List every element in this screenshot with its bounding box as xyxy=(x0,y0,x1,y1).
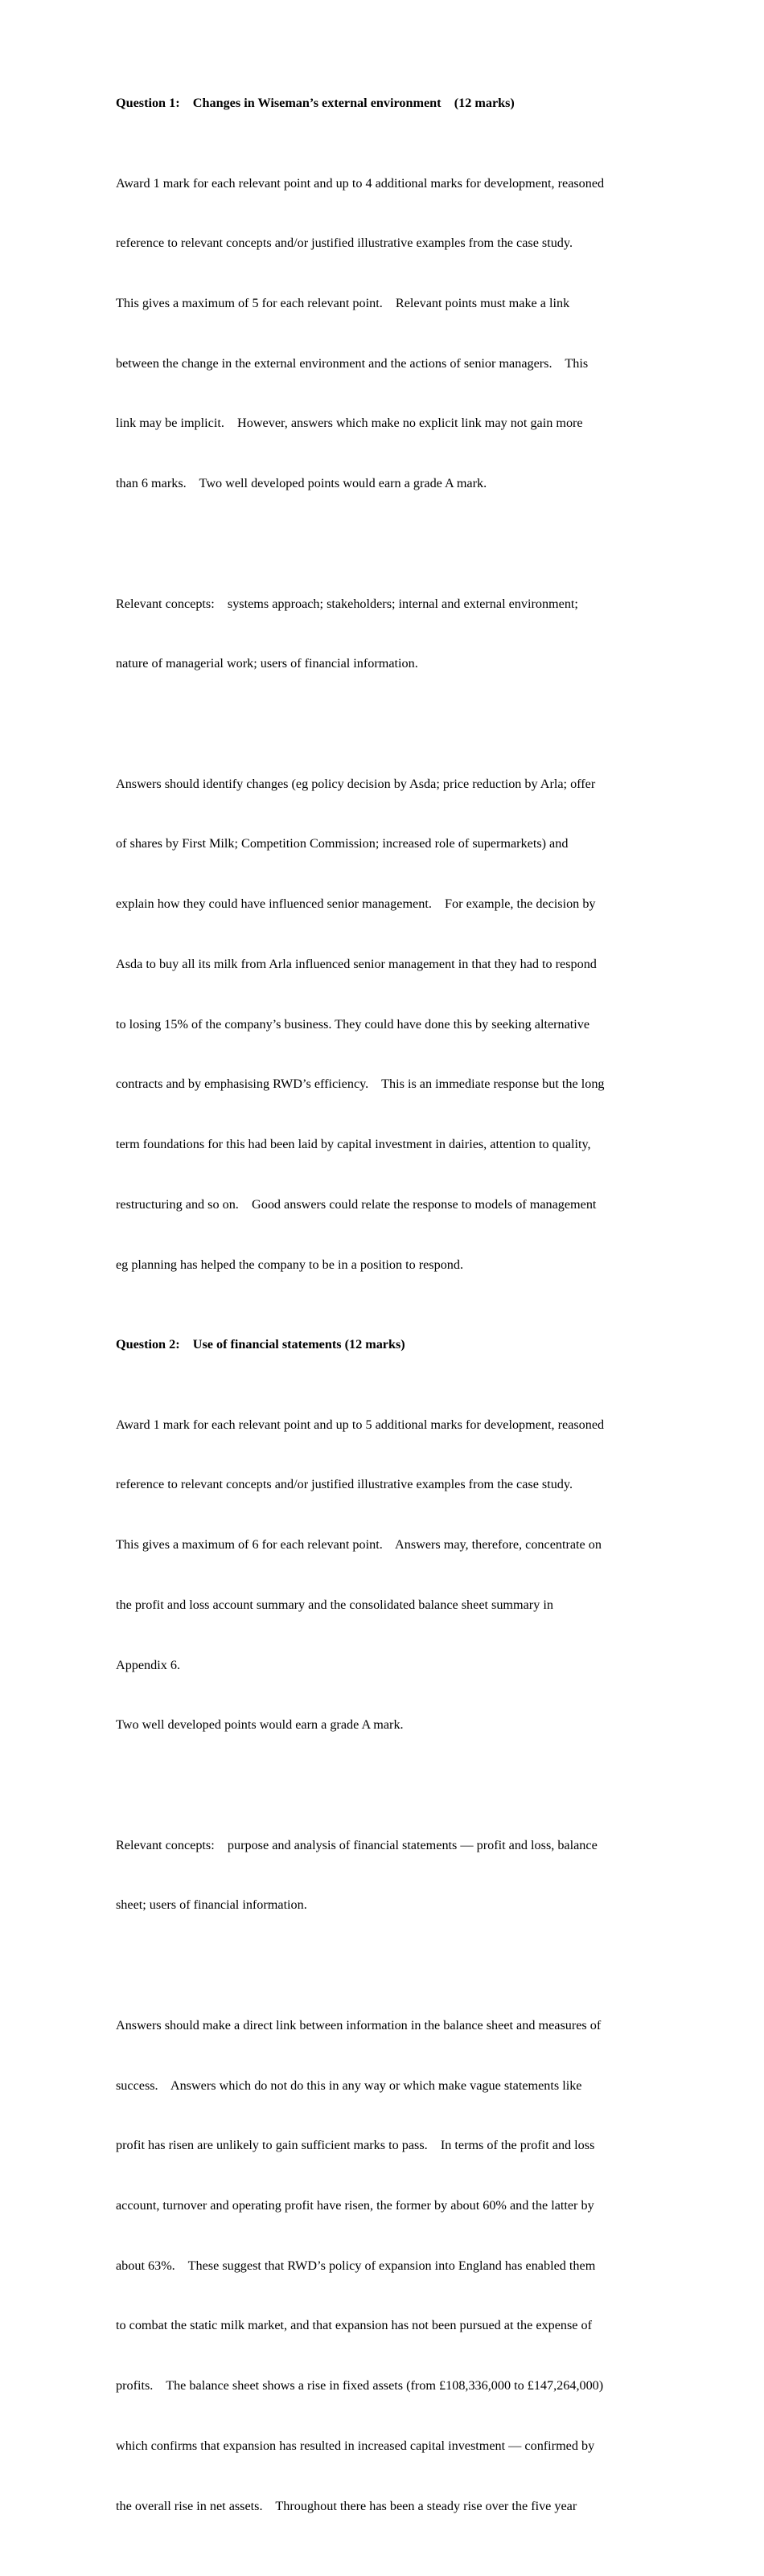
question-1-marking-guidance xyxy=(116,133,656,534)
text-line: Answers should identify changes (eg policy decision by Asda; price reduction by Arla; offer xyxy=(116,776,596,791)
text-line: contracts and by emphasising RWD’s efficiency. This is an immediate response but the long xyxy=(116,1077,605,1092)
question-2-heading: Question 2: Use of financial statements (12 marks) xyxy=(116,1337,405,1352)
text-line: Answers should make a direct link between information in the balance sheet and measures of xyxy=(116,2017,602,2032)
text-line: Asda to buy all its milk from Arla influenced senior management in that they had to respond xyxy=(116,956,597,971)
question-2-marking-guidance xyxy=(116,1375,656,1775)
text-line: success. Answers which do not do this in any way or which make vague statements like xyxy=(116,2078,582,2093)
text-line: Relevant concepts: systems approach; stakeholders; internal and external environment; xyxy=(116,596,578,611)
text-line: nature of managerial work; users of financial information. xyxy=(116,656,418,671)
text-line: Appendix 6. xyxy=(116,1657,181,1672)
text-line: Relevant concepts: purpose and analysis of financial statements — profit and loss, balance xyxy=(116,1837,598,1852)
question-2-relevant-concepts xyxy=(116,1795,656,1955)
text-line: term foundations for this had been laid by capital investment in dairies, attention to quality, xyxy=(116,1137,591,1152)
text-line: This gives a maximum of 5 for each relevant point. Relevant points must make a link xyxy=(116,296,570,311)
text-line: eg planning has helped the company to be in a position to respond. xyxy=(116,1257,464,1272)
text-line: to combat the static milk market, and that expansion has not been pursued at the expense of xyxy=(116,2318,593,2333)
text-line: than 6 marks. Two well developed points would earn a grade A mark. xyxy=(116,476,487,491)
text-line: explain how they could have influenced senior management. For example, the decision by xyxy=(116,896,596,912)
question-2-answer-guidance xyxy=(116,1975,656,2556)
text-line: link may be implicit. However, answers which make no explicit link may not gain more xyxy=(116,416,583,431)
text-line: the profit and loss account summary and the consolidated balance sheet summary in xyxy=(116,1597,553,1612)
text-line: reference to relevant concepts and/or justified illustrative examples from the case study. xyxy=(116,236,573,251)
text-line: about 63%. These suggest that RWD’s policy of expansion into England has enabled them xyxy=(116,2258,596,2273)
question-1-heading: Question 1: Changes in Wiseman’s external environment (12 marks) xyxy=(116,96,515,110)
text-line: to losing 15% of the company’s business. They could have done this by seeking alternative xyxy=(116,1016,590,1032)
text-line: profit has risen are unlikely to gain sufficient marks to pass. In terms of the profit and loss xyxy=(116,2138,595,2153)
text-line: Two well developed points would earn a grade A mark. xyxy=(116,1717,404,1733)
question-1-relevant-concepts xyxy=(116,554,656,714)
text-line: restructuring and so on. Good answers could relate the response to models of management xyxy=(116,1196,597,1212)
text-line: between the change in the external environment and the actions of senior managers. This xyxy=(116,355,589,371)
text-line: of shares by First Milk; Competition Commission; increased role of supermarkets) and xyxy=(116,836,569,851)
text-line: This gives a maximum of 6 for each relevant point. Answers may, therefore, concentrate on xyxy=(116,1537,602,1553)
question-1-answer-guidance xyxy=(116,734,656,1315)
text-line: Award 1 mark for each relevant point and up to 5 additional marks for development, reasoned xyxy=(116,1417,605,1432)
text-line: the overall rise in net assets. Throughout there has been a steady rise over the five year xyxy=(116,2498,577,2513)
text-line: Award 1 mark for each relevant point and up to 4 additional marks for development, reasoned xyxy=(116,175,605,191)
text-line: which confirms that expansion has resulted in increased capital investment — confirmed by xyxy=(116,2438,595,2453)
text-line: profits. The balance sheet shows a rise in fixed assets (from £108,336,000 to £147,264,000) xyxy=(116,2378,604,2393)
text-line: sheet; users of financial information. xyxy=(116,1897,307,1913)
text-line: reference to relevant concepts and/or justified illustrative examples from the case study. xyxy=(116,1477,573,1492)
text-line: account, turnover and operating profit have risen, the former by about 60% and the latter by xyxy=(116,2198,594,2213)
document-body xyxy=(116,93,656,2576)
